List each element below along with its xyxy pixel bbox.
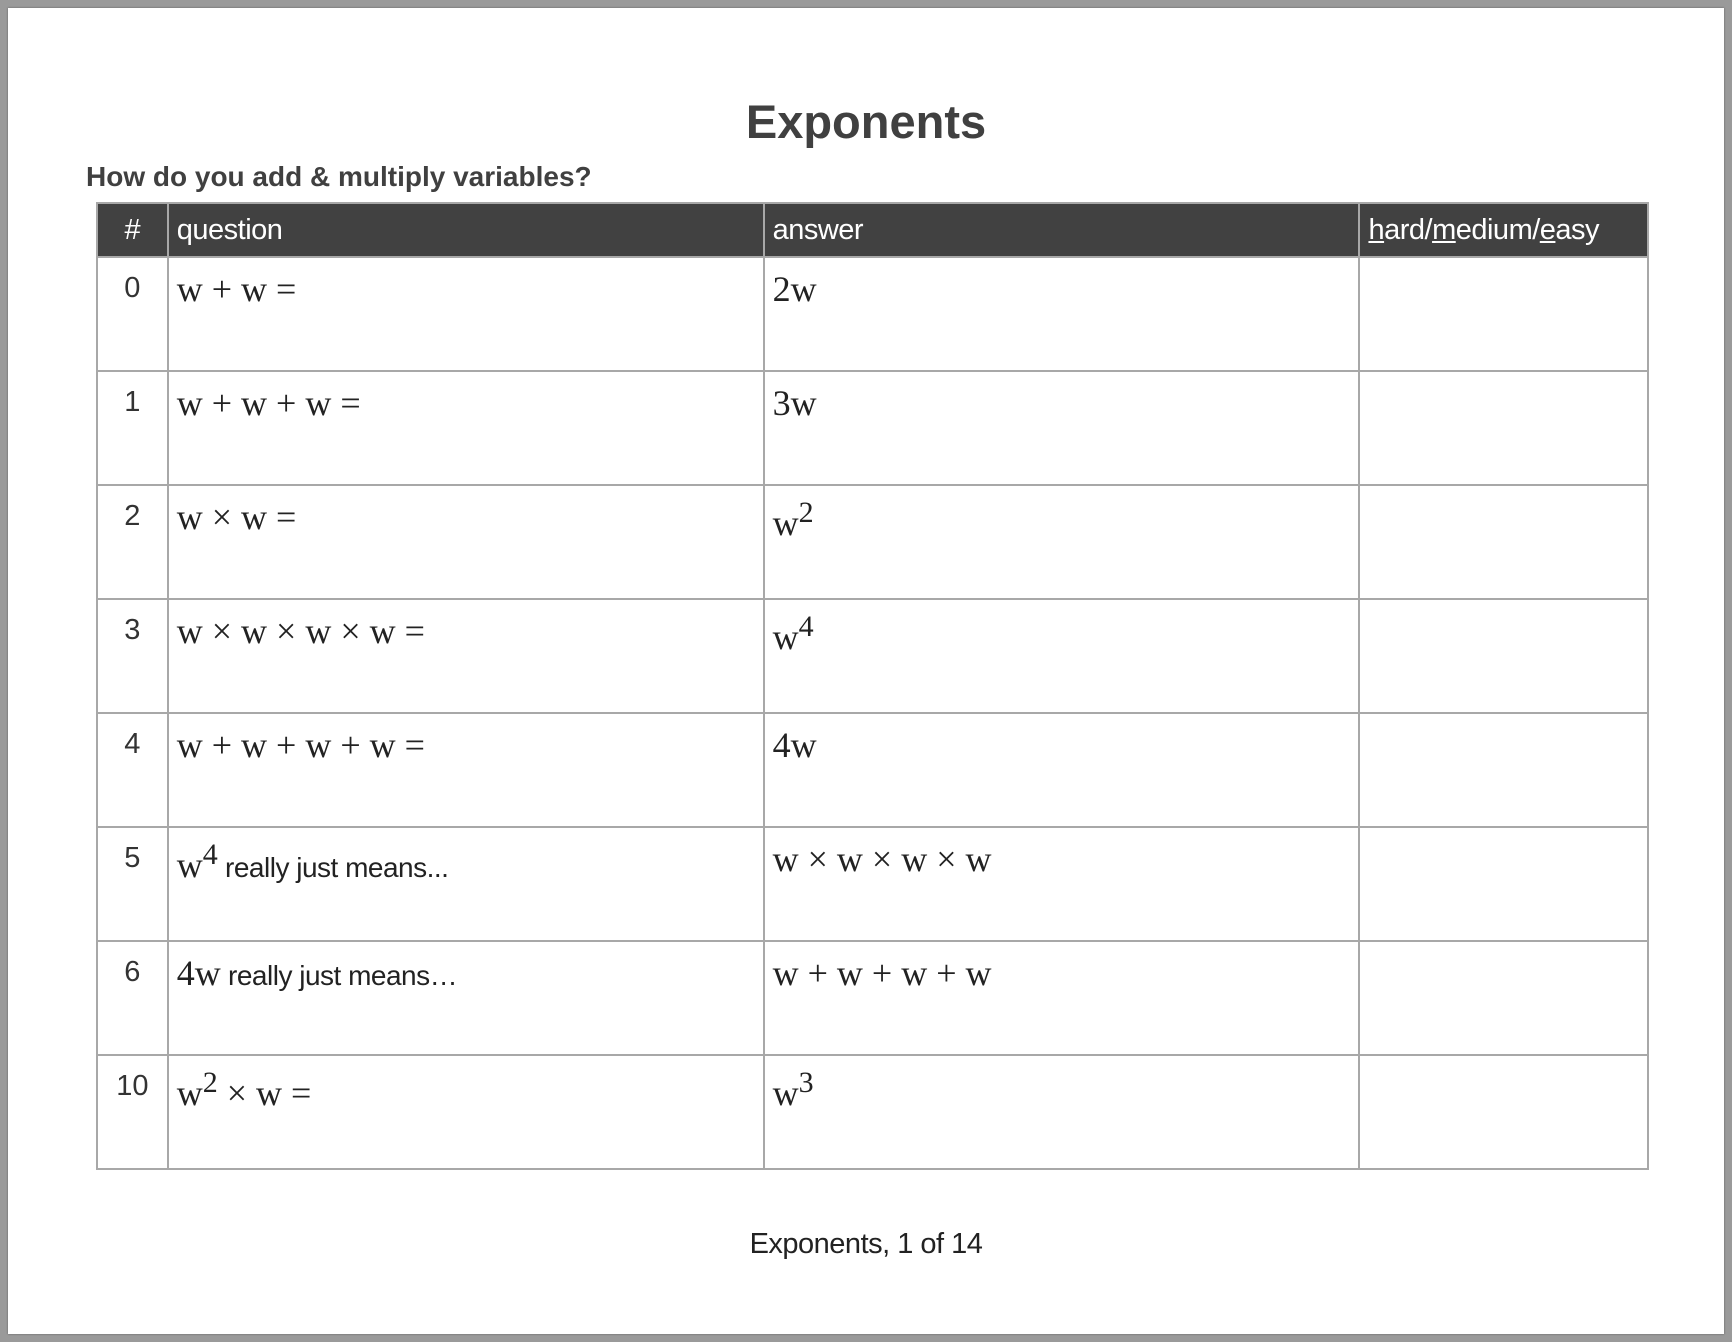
answer-base: w (772, 503, 799, 543)
question-math: 4w (176, 953, 221, 993)
answer-math: w × w × w × w (772, 839, 992, 879)
question-cell (168, 485, 764, 599)
answer-cell (764, 257, 1360, 371)
answer-cell (764, 485, 1360, 599)
question-base: w (176, 1073, 203, 1113)
row-number: 1 (97, 371, 168, 485)
question-math: w × w = (176, 497, 297, 537)
row-number: 10 (97, 1055, 168, 1169)
header-difficulty-asy: asy (1555, 213, 1600, 246)
row-number: 6 (97, 941, 168, 1055)
answer-exponent: 2 (798, 496, 814, 529)
question-cell (168, 941, 764, 1055)
answer-cell (764, 713, 1360, 827)
section-subtitle: How do you add & multiply variables? (86, 161, 592, 192)
table-row (97, 713, 1648, 827)
question-math: w + w + w + w = (176, 725, 425, 765)
answer-math: 4w (772, 725, 817, 765)
question-cell (168, 257, 764, 371)
question-cell (168, 371, 764, 485)
header-difficulty-h: h (1368, 213, 1385, 246)
table-row (97, 827, 1648, 941)
question-cell (168, 599, 764, 713)
table-row (97, 941, 1648, 1055)
table-row (97, 599, 1648, 713)
difficulty-cell[interactable] (1359, 485, 1648, 599)
question-math: w + w + w = (176, 383, 361, 423)
header-difficulty-edium: edium/ (1455, 213, 1540, 246)
answer-base: w (772, 1073, 799, 1113)
question-exponent: 2 (202, 1066, 218, 1099)
header-difficulty-e: e (1539, 213, 1556, 246)
row-number: 2 (97, 485, 168, 599)
table-header-row (97, 203, 1648, 257)
question-math: w × w × w × w = (176, 611, 425, 651)
table-row (97, 257, 1648, 371)
question-base: w (176, 845, 203, 885)
header-answer: answer (764, 203, 1360, 257)
difficulty-cell[interactable] (1359, 371, 1648, 485)
answer-math: 2w (772, 269, 817, 309)
row-number: 3 (97, 599, 168, 713)
page-title: Exponents (745, 95, 987, 148)
question-math: w + w = (176, 269, 297, 309)
difficulty-cell[interactable] (1359, 257, 1648, 371)
table-row (97, 371, 1648, 485)
answer-math: w + w + w + w (772, 953, 992, 993)
answer-cell (764, 371, 1360, 485)
header-question: question (168, 203, 764, 257)
table-row (97, 485, 1648, 599)
header-difficulty-ard: ard/ (1384, 213, 1433, 246)
answer-cell (764, 1055, 1360, 1169)
answer-base: w (772, 617, 799, 657)
difficulty-cell[interactable] (1359, 1055, 1648, 1169)
answer-cell (764, 827, 1360, 941)
answer-math: 3w (772, 383, 817, 423)
question-cell (168, 1055, 764, 1169)
difficulty-cell[interactable] (1359, 713, 1648, 827)
worksheet-page (8, 8, 1724, 1334)
header-number: # (97, 203, 168, 257)
row-number: 4 (97, 713, 168, 827)
question-cell (168, 713, 764, 827)
header-difficulty (1359, 203, 1648, 257)
table-row (97, 1055, 1648, 1169)
question-note: really just means… (220, 960, 458, 991)
row-number: 0 (97, 257, 168, 371)
difficulty-cell[interactable] (1359, 941, 1648, 1055)
question-rest: × w = (217, 1073, 312, 1113)
answer-exponent: 4 (798, 610, 814, 643)
page-footer: Exponents, 1 of 14 (749, 1228, 983, 1260)
difficulty-cell[interactable] (1359, 599, 1648, 713)
difficulty-cell[interactable] (1359, 827, 1648, 941)
answer-cell (764, 941, 1360, 1055)
question-cell (168, 827, 764, 941)
question-exponent: 4 (202, 838, 218, 871)
header-difficulty-m: m (1432, 213, 1456, 246)
answer-exponent: 3 (798, 1066, 814, 1099)
exercise-table (96, 202, 1649, 1170)
question-note: really just means... (217, 852, 449, 883)
answer-cell (764, 599, 1360, 713)
row-number: 5 (97, 827, 168, 941)
